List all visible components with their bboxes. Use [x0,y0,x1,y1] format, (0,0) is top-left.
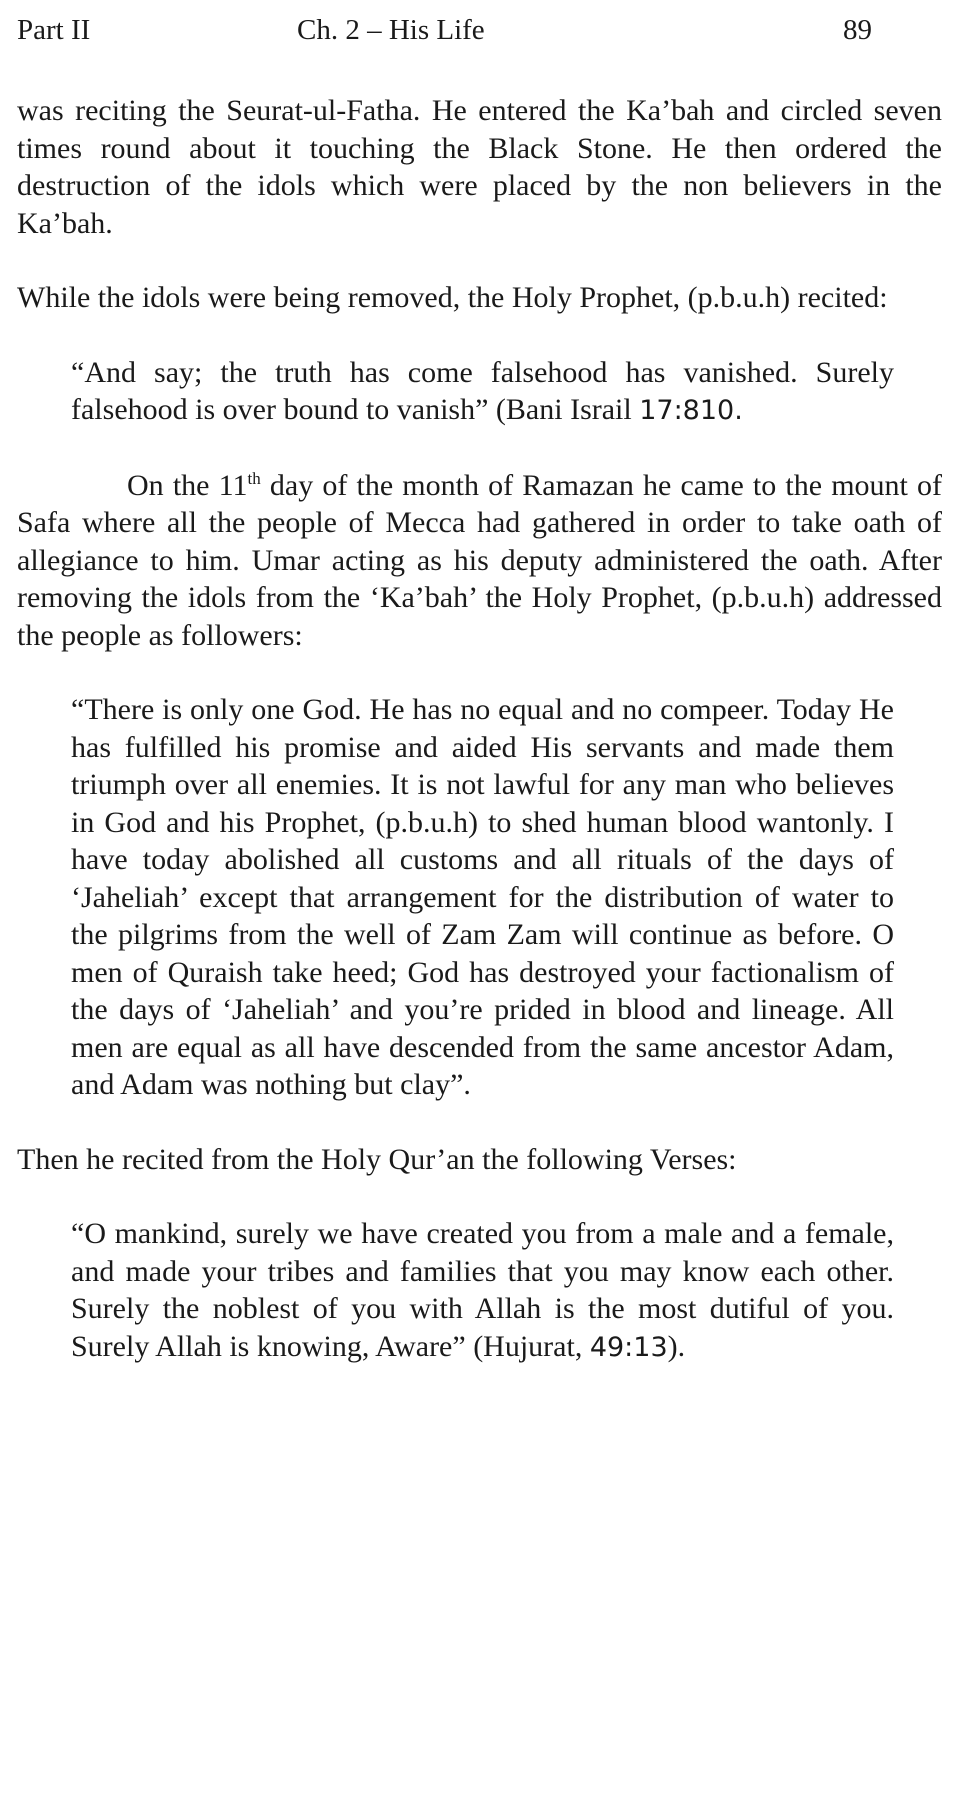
page-number: 89 [843,14,872,46]
quote-hujurat [71,1215,894,1366]
quote-text: “O mankind, surely we have created you from a male and a female, and made your tribes and families that you may know each other. Surely the noblest of you with Allah is the most dutiful of you. Surely Allah is knowing, Aware” (Hujurat, [71,1217,894,1363]
running-header [17,10,872,50]
quote-truth-has-come [71,354,894,430]
paragraph-verses-intro: Then he recited from the Holy Qur’an the following Verses: [17,1142,737,1176]
ordinal-suffix: th [247,468,261,488]
paragraph-lead: On the 11 [127,468,248,502]
paragraph-idols-removed: While the idols were being removed, the Holy Prophet, (p.b.u.h) recited: [17,281,888,314]
chapter-title: Ch. 2 – His Life [297,14,485,46]
paragraph-kabah: was reciting the Seurat-ul-Fatha. He entered the Ka’bah and circled seven times round about it touching the Black Stone. He then ordered the destruction of the idols which were placed by the non believers in the Ka’bah. [17,94,942,240]
quote-reference: 49:13 [589,1331,668,1363]
body-text [17,92,942,1403]
quote-end: ). [667,1329,686,1363]
paragraph-ramazan [17,467,942,655]
paragraph-body: day of the month of Ramazan he came to the mount of Safa where all the people of Mecca had gathered in order to take oath of allegiance to him. Umar acting as his deputy administered the oath. After removing the idols from the ‘Ka’bah’ the Holy Prophet, (p.b.u.h) addressed the people as followers: [17,468,943,652]
quote-address: “There is only one God. He has no equal and no compeer. Today He has fulfilled his promise and aided His servants and made them triumph over all enemies. It is not lawful for any man who believes in God and his Prophet, (p.b.u.h) to shed human blood wantonly. I have today abolished all customs and all rituals of the days of ‘Jaheliah’ except that arrangement for the distribution of water to the pilgrims from the well of Zam Zam will continue as before. O men of Quraish take heed; God has destroyed your factionalism of the days of ‘Jaheliah’ and you’re prided in blood and lineage. All men are equal as all have descended from the same ancestor Adam, and Adam was nothing but clay”. [71,693,894,1101]
quote-reference: 17:810. [639,395,743,426]
quote-text: “And say; the truth has come falsehood has vanished. Surely falsehood is over bound to vanish” (Bani Israil [71,355,894,426]
part-label: Part II [17,14,91,46]
